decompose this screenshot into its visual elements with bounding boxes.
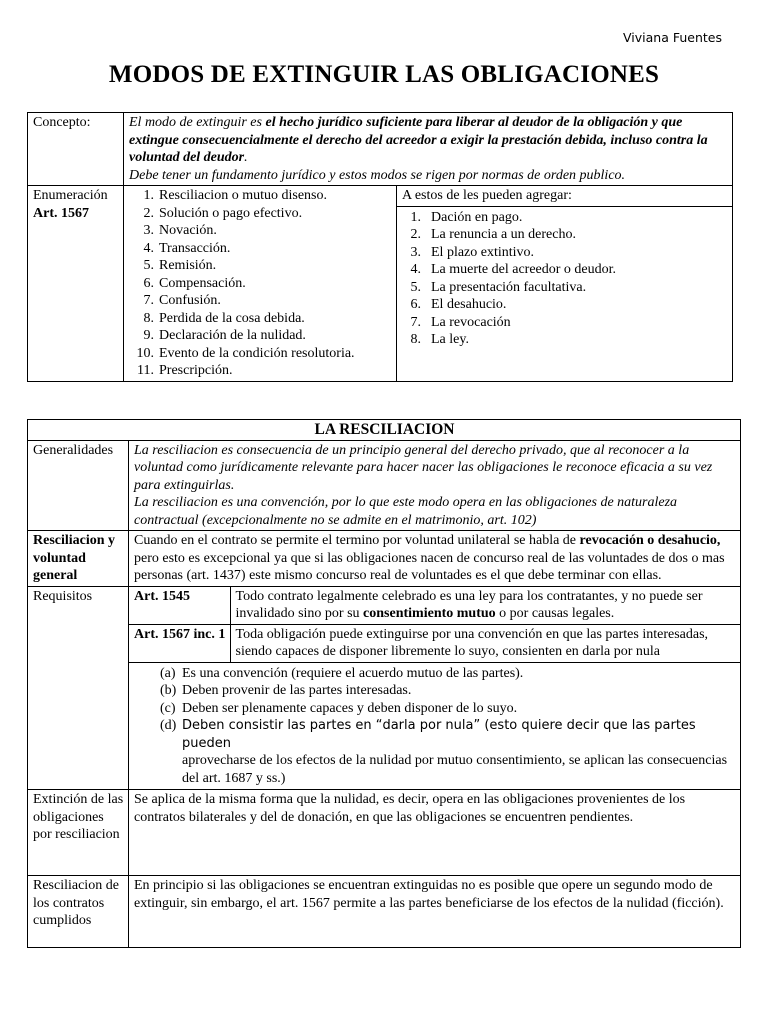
extra-item-number: 1. xyxy=(410,209,421,225)
extra-cell xyxy=(397,186,733,382)
extra-item-text: Dación en pago. xyxy=(431,209,523,225)
requisito-item-number: (c) xyxy=(160,700,176,716)
generalidades-text xyxy=(129,440,741,531)
item-d-text-1: Deben consistir las partes en “darla por nula” (esto quiere decir que las partes pueden xyxy=(182,718,696,751)
enumeracion-item-text: Novación. xyxy=(159,223,217,238)
generalidades-p1: La resciliacion es consecuencia de un principio general del derecho privado, que al reconocer a la voluntad como jurídicamente relevante para hacer nacer las obligaciones le reconoce eficacia a su vez para extinguirlas. xyxy=(134,442,713,493)
extra-item-text: La revocación xyxy=(431,314,511,330)
enumeracion-item-number: 2. xyxy=(143,205,154,221)
concepto-text xyxy=(124,113,733,186)
extincion-label: Extinción de las obligaciones por resciliacion xyxy=(28,790,129,876)
extra-header: A estos de les pueden agregar: xyxy=(397,186,732,207)
extra-item-text: El desahucio. xyxy=(431,297,507,312)
extra-item xyxy=(403,209,727,227)
art1545-t2: consentimiento mutuo xyxy=(363,606,496,621)
enumeracion-item xyxy=(129,327,392,345)
enumeracion-item-text: Solución o pago efectivo. xyxy=(159,205,303,221)
enumeracion-art: Art. 1567 xyxy=(33,205,89,221)
enumeracion-item-text: Prescripción. xyxy=(159,363,233,378)
enumeracion-item xyxy=(129,362,392,380)
generalidades-row xyxy=(28,440,741,531)
enumeracion-row xyxy=(28,186,733,382)
enumeracion-item-number: 3. xyxy=(143,223,154,238)
cumplidos-text: En principio si las obligaciones se encuentran extinguidas no es posible que opere un segundo modo de extinguir, sin embargo, el art. 1567 permite a las partes beneficiarse de los efectos de la nulidad (ficción). xyxy=(129,876,741,948)
item-d-text xyxy=(182,717,736,787)
extra-item xyxy=(403,296,727,314)
requisitos-row xyxy=(28,586,741,790)
voluntad-t3: pero esto es excepcional ya que si las obligaciones nacen de concurso real de las voluntades de dos o mas personas (art. 1437) este mismo concurso real de voluntades es el que debe terminar con ellas. xyxy=(134,550,725,583)
requisitos-list-row xyxy=(129,662,740,789)
art1545-t3: o por causas legales. xyxy=(495,606,615,621)
extra-item-number: 5. xyxy=(410,279,421,295)
requisito-item-text: Deben ser plenamente capaces y deben disponer de lo suyo. xyxy=(182,700,518,716)
enumeracion-label-text: Enumeración xyxy=(33,188,108,203)
extra-item-text: El plazo extintivo. xyxy=(431,244,535,260)
page-title: MODOS DE EXTINGUIR LAS OBLIGACIONES xyxy=(108,61,660,88)
enumeracion-item xyxy=(129,310,392,328)
requisito-item-number: (a) xyxy=(160,665,176,681)
requisito-item xyxy=(134,665,736,683)
enumeracion-item-number: 4. xyxy=(143,240,154,256)
requisitos-list xyxy=(134,665,736,718)
enumeracion-item-number: 8. xyxy=(143,310,154,326)
requisitos-cell xyxy=(129,586,741,790)
generalidades-label: Generalidades xyxy=(28,440,129,531)
extra-item-text: La renuncia a un derecho. xyxy=(431,227,576,242)
voluntad-text xyxy=(129,531,741,587)
concepto-row xyxy=(28,113,733,186)
item-d-text-2: aprovecharse de los efectos de la nulidad por mutuo consentimiento, se aplican las consecuencias del art. 1687 y ss.) xyxy=(182,753,728,786)
requisito-item xyxy=(134,700,736,718)
extra-item-number: 8. xyxy=(410,332,421,347)
enumeracion-item xyxy=(129,222,392,240)
enumeracion-item-text: Transacción. xyxy=(159,240,231,256)
extra-item xyxy=(403,244,727,262)
extra-item xyxy=(403,261,727,279)
enumeracion-list-cell xyxy=(124,186,397,382)
enumeracion-item-number: 6. xyxy=(143,275,154,291)
generalidades-p2: La resciliacion es una convención, por lo que este modo opera en las obligaciones de naturaleza contractual (excepcionalmente no se admite en el matrimonio, art. 102) xyxy=(134,495,678,528)
extra-item-text: La presentación facultativa. xyxy=(431,279,587,295)
concepto-text-a: El modo de extinguir es xyxy=(129,115,266,130)
requisitos-item-d xyxy=(134,717,736,787)
resciliacion-header-row xyxy=(28,420,741,441)
enumeracion-item-number: 1. xyxy=(143,188,154,203)
enumeracion-item-number: 11. xyxy=(137,363,154,378)
item-d-number: (d) xyxy=(160,718,177,733)
requisito-item xyxy=(134,682,736,700)
enumeracion-item-text: Confusión. xyxy=(159,293,221,308)
art1567-row xyxy=(129,624,740,662)
extincion-row xyxy=(28,790,741,876)
enumeracion-item-text: Remisión. xyxy=(159,258,217,273)
extra-item xyxy=(403,279,727,297)
requisitos-list-cell xyxy=(129,662,740,789)
extra-item xyxy=(403,314,727,332)
modos-table xyxy=(27,112,733,382)
voluntad-row xyxy=(28,531,741,587)
voluntad-label: Resciliacion y voluntad general xyxy=(28,531,129,587)
concepto-label: Concepto: xyxy=(28,113,124,186)
enumeracion-label xyxy=(28,186,124,382)
extra-item-number: 4. xyxy=(410,262,421,277)
art1545-text xyxy=(230,587,740,625)
enumeracion-item xyxy=(129,257,392,275)
enumeracion-item-number: 7. xyxy=(143,293,154,308)
enumeracion-item xyxy=(129,240,392,258)
enumeracion-item xyxy=(129,292,392,310)
enumeracion-list xyxy=(129,187,392,380)
concepto-text-c: . xyxy=(244,150,248,165)
art1567-label: Art. 1567 inc. 1 xyxy=(129,624,230,662)
enumeracion-item-text: Evento de la condición resolutoria. xyxy=(159,345,355,361)
enumeracion-item-text: Perdida de la cosa debida. xyxy=(159,310,305,326)
extra-list xyxy=(397,207,732,357)
requisito-item-text: Deben provenir de las partes interesadas. xyxy=(182,683,412,698)
extra-item xyxy=(403,331,727,349)
art1545-row xyxy=(129,587,740,625)
enumeracion-item-number: 10. xyxy=(136,345,154,361)
enumeracion-item-text: Declaración de la nulidad. xyxy=(159,328,306,343)
concepto-text-2: Debe tener un fundamento jurídico y estos modos se rigen por normas de orden publico. xyxy=(129,167,626,183)
extra-item-number: 3. xyxy=(410,244,421,260)
enumeracion-item-number: 5. xyxy=(143,258,154,273)
art1545-t1: Todo contrato legalmente celebrado es una ley para los contratantes, y no puede ser invalidado sino por su xyxy=(235,588,703,621)
requisitos-inner-table xyxy=(129,587,740,790)
extra-item-text: La ley. xyxy=(431,332,469,347)
requisitos-label: Requisitos xyxy=(28,586,129,790)
enumeracion-item-text: Compensación. xyxy=(159,275,246,291)
concepto-text-b: el hecho jurídico suficiente para liberar al deudor de la obligación y que extingue consecuencialmente el derecho del acreedor a exigir la prestación debida, incluso contra la voluntad del deudor xyxy=(129,115,708,165)
author-name: Viviana Fuentes xyxy=(623,30,722,45)
art1545-label: Art. 1545 xyxy=(129,587,230,625)
extra-item-number: 7. xyxy=(410,314,421,330)
requisito-item-number: (b) xyxy=(160,683,177,698)
enumeracion-item xyxy=(129,275,392,293)
cumplidos-row xyxy=(28,876,741,948)
extra-item-number: 6. xyxy=(410,297,421,312)
enumeracion-item xyxy=(129,345,392,363)
enumeracion-item xyxy=(129,205,392,223)
enumeracion-item xyxy=(129,187,392,205)
enumeracion-item-number: 9. xyxy=(143,328,154,343)
enumeracion-item-text: Resciliacion o mutuo disenso. xyxy=(159,188,327,203)
requisito-item-text: Es una convención (requiere el acuerdo mutuo de las partes). xyxy=(182,665,524,681)
extra-item-text: La muerte del acreedor o deudor. xyxy=(431,262,617,277)
extra-item xyxy=(403,226,727,244)
resciliacion-table xyxy=(27,419,741,948)
extincion-text: Se aplica de la misma forma que la nulidad, es decir, opera en las obligaciones provenientes de los contratos bilaterales y del de donación, en que las obligaciones se encuentren pendientes. xyxy=(129,790,741,876)
voluntad-t1: Cuando en el contrato se permite el termino por voluntad unilateral se habla de xyxy=(134,533,580,548)
voluntad-t2: revocación o desahucio, xyxy=(579,533,721,548)
art1567-text: Toda obligación puede extinguirse por una convención en que las partes interesadas, siendo capaces de disponer libremente lo suyo, consienten en darla por nula xyxy=(230,624,740,662)
cumplidos-label: Resciliacion de los contratos cumplidos xyxy=(28,876,129,948)
extra-item-number: 2. xyxy=(410,227,421,242)
resciliacion-header: LA RESCILIACION xyxy=(28,420,741,441)
